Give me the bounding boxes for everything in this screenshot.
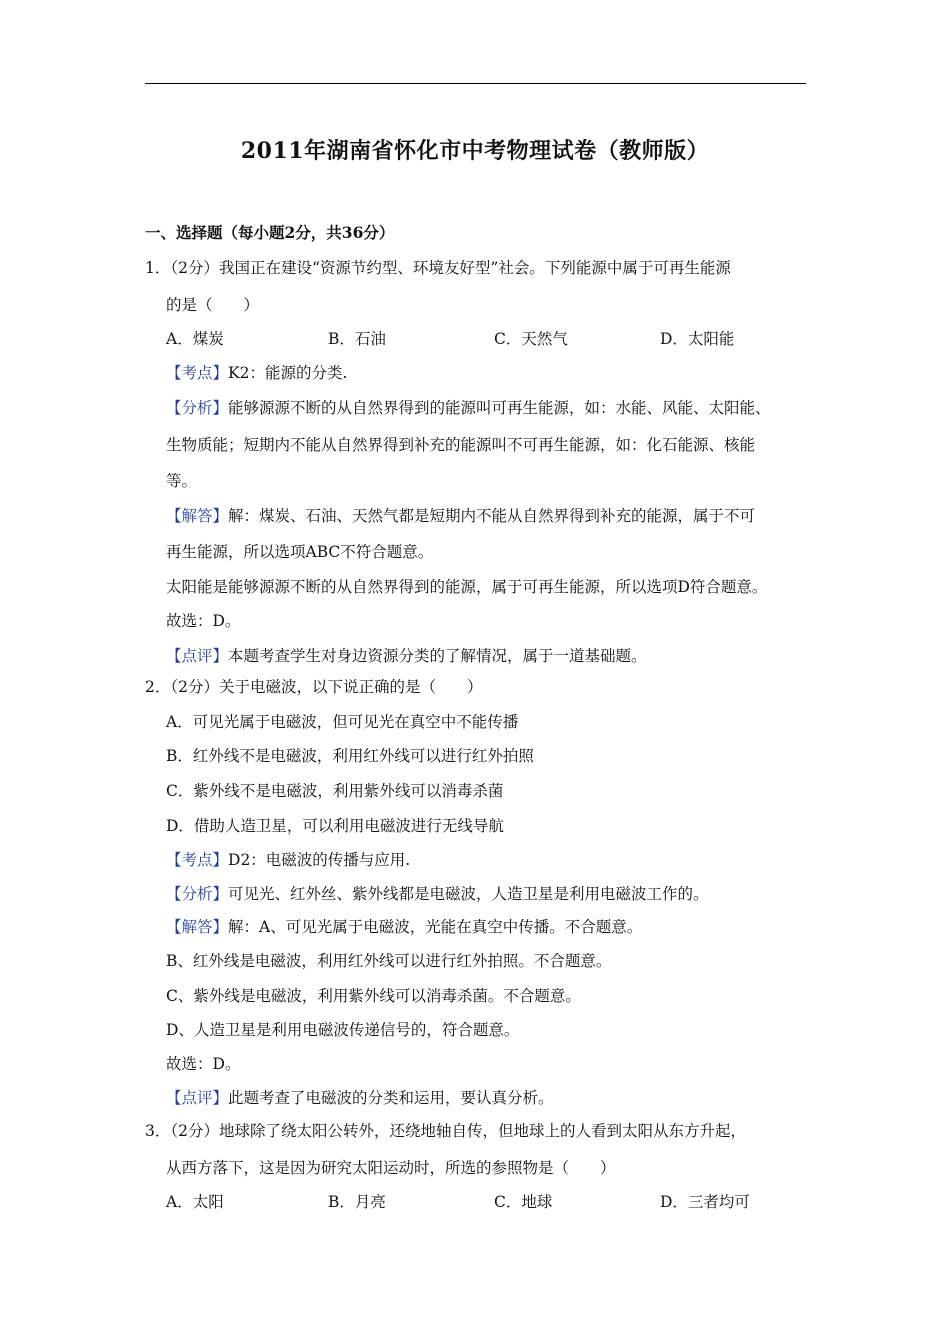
fenxi-text: 可见光、红外丝、紫外线都是电磁波，人造卫星是利用电磁波工作的。 (228, 885, 709, 903)
page-title: 2011年湖南省怀化市中考物理试卷（教师版） (240, 138, 710, 164)
jieda-tag: 【解答】 (166, 918, 229, 936)
dianping-text: 此题考查了电磁波的分类和运用，要认真分析。 (228, 1089, 554, 1107)
kaodian-text: K2：能源的分类. (228, 364, 348, 382)
dianping-tag: 【点评】 (166, 1089, 229, 1107)
q2-kaodian (166, 850, 410, 870)
q2-option-c: C．紫外线不是电磁波，利用紫外线可以消毒杀菌 (166, 782, 504, 800)
kaodian-text: D2：电磁波的传播与应用. (228, 851, 411, 869)
q1-stem-line2: 的是（ ） (166, 296, 260, 314)
q1-jieda (166, 506, 755, 526)
q2-option-a: A．可见光属于电磁波，但可见光在真空中不能传播 (166, 713, 519, 731)
q2-option-b: B．红外线不是电磁波，利用红外线可以进行红外拍照 (166, 747, 534, 765)
q1-fenxi-line3: 等。 (166, 472, 198, 490)
q2-jieda-line4: D、人造卫星是利用电磁波传递信号的，符合题意。 (166, 1021, 520, 1039)
q1-fenxi-line2: 生物质能；短期内不能从自然界得到补充的能源叫不可再生能源，如：化石能源、核能 (166, 436, 756, 454)
fenxi-tag: 【分析】 (166, 399, 229, 417)
q1-option-d: D．太阳能 (660, 330, 735, 348)
q2-jieda-line2: B、红外线是电磁波，利用红外线可以进行红外拍照。不合题意。 (166, 952, 612, 970)
q1-jieda-line3: 太阳能是能够源源不断的从自然界得到的能源，属于可再生能源，所以选项D符合题意。 (166, 578, 768, 596)
section-heading: 一、选择题（每小题2分，共36分） (145, 223, 395, 242)
q1-jieda-line2: 再生能源，所以选项ABC不符合题意。 (166, 543, 434, 561)
kaodian-tag: 【考点】 (166, 364, 229, 382)
q3-stem-line2: 从西方落下，这是因为研究太阳运动时，所选的参照物是（ ） (166, 1159, 616, 1177)
q2-jieda-line3: C、紫外线是电磁波，利用紫外线可以消毒杀菌。不合题意。 (166, 987, 581, 1005)
q3-stem-line1: 3．（2分）地球除了绕太阳公转外，还绕地轴自传，但地球上的人看到太阳从东方升起， (145, 1122, 746, 1140)
fenxi-tag: 【分析】 (166, 885, 229, 903)
jieda-text: 解：A、可见光属于电磁波，光能在真空中传播。不合题意。 (228, 918, 643, 936)
q1-dianping (166, 646, 647, 666)
q2-option-d: D．借助人造卫星，可以利用电磁波进行无线导航 (166, 817, 504, 835)
q2-dianping (166, 1088, 554, 1108)
q1-option-b: B．石油 (328, 330, 386, 348)
q1-option-a: A．煤炭 (166, 330, 224, 348)
kaodian-tag: 【考点】 (166, 851, 229, 869)
dianping-text: 本题考查学生对身边资源分类的了解情况，属于一道基础题。 (228, 647, 647, 665)
q1-fenxi (166, 398, 771, 418)
q2-jieda-line5: 故选：D。 (166, 1055, 241, 1073)
q1-option-c: C．天然气 (494, 330, 568, 348)
q3-option-a: A．太阳 (166, 1193, 224, 1211)
q1-kaodian (166, 363, 347, 383)
q1-jieda-line4: 故选：D。 (166, 612, 241, 630)
q3-option-b: B．月亮 (328, 1193, 386, 1211)
header-rule (145, 83, 806, 84)
q3-option-d: D．三者均可 (660, 1193, 750, 1211)
q3-option-c: C．地球 (494, 1193, 553, 1211)
jieda-tag: 【解答】 (166, 507, 229, 525)
dianping-tag: 【点评】 (166, 647, 229, 665)
fenxi-text: 能够源源不断的从自然界得到的能源叫可再生能源，如：水能、风能、太阳能、 (228, 399, 771, 417)
q2-jieda (166, 917, 642, 937)
jieda-text: 解：煤炭、石油、天然气都是短期内不能从自然界得到补充的能源，属于不可 (228, 507, 756, 525)
q2-fenxi (166, 884, 709, 904)
q1-stem-line1: 1．（2分）我国正在建设“资源节约型、环境友好型”社会。下列能源中属于可再生能源 (145, 259, 731, 277)
q2-stem: 2．（2分）关于电磁波，以下说正确的是（ ） (145, 678, 483, 696)
